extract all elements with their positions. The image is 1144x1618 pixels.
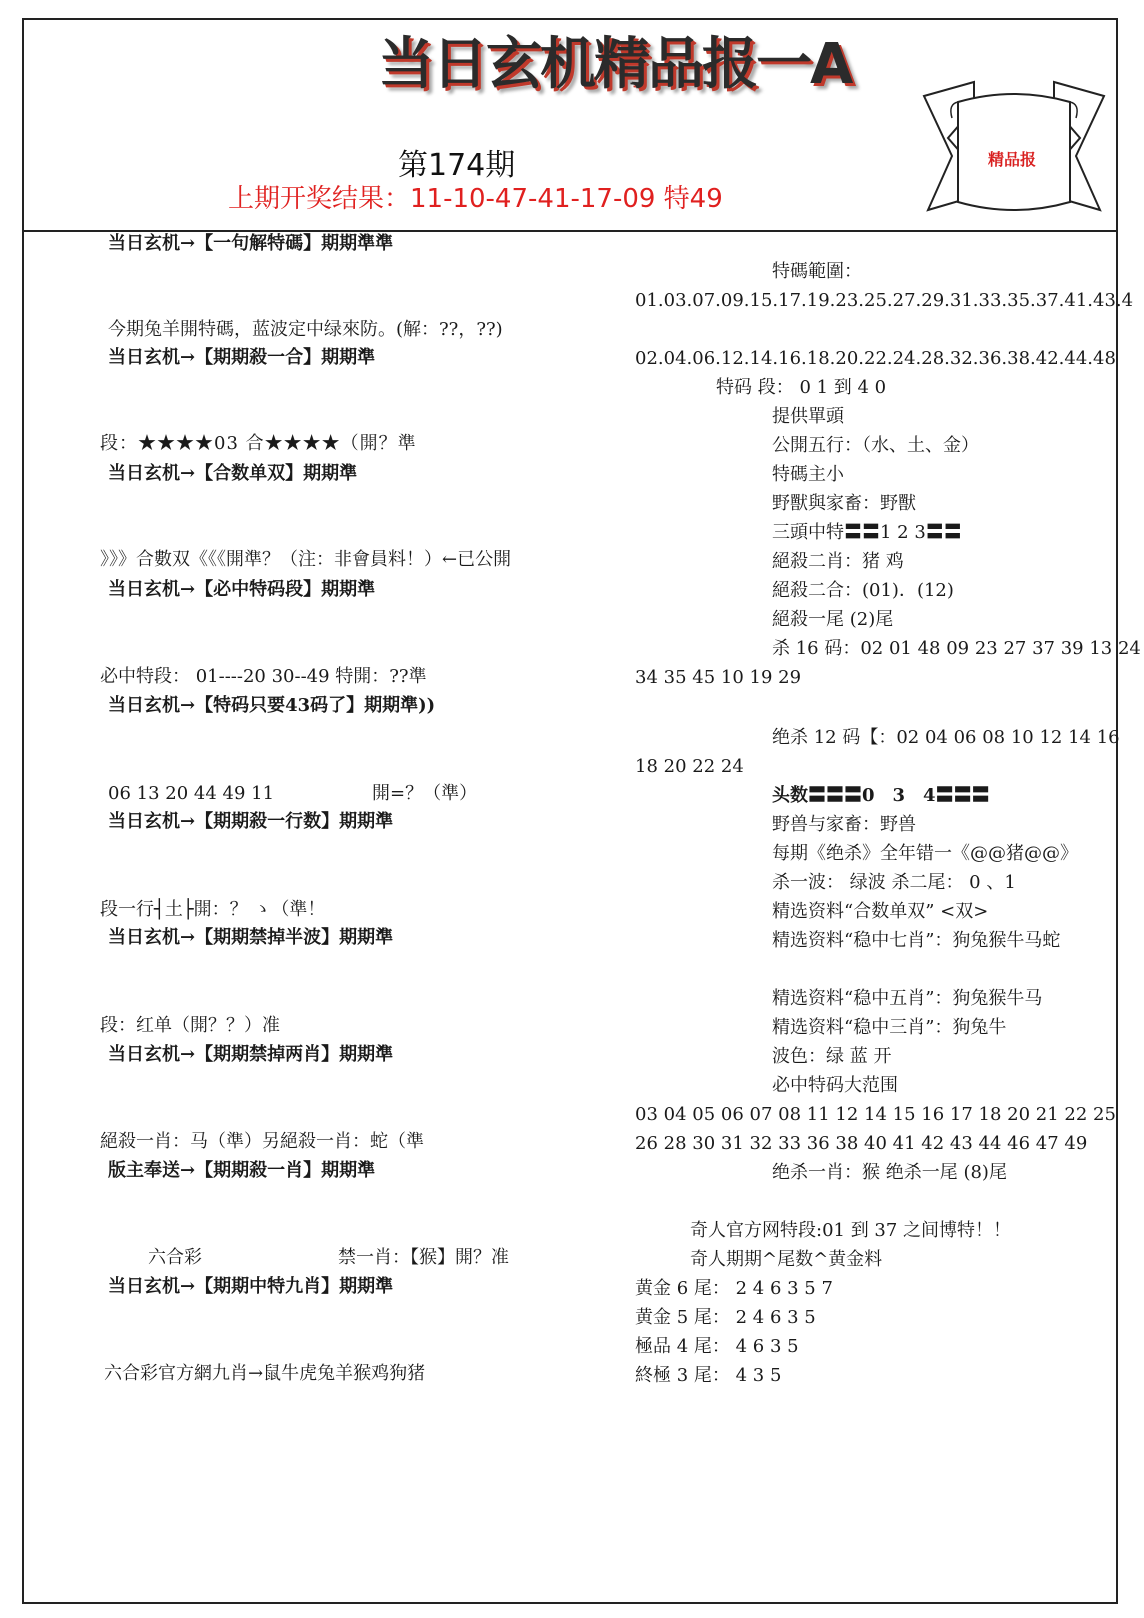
right-three-zodiac: 精选资料“稳中三肖”：狗兔牛 xyxy=(772,1017,1007,1038)
right-kill-two-zodiac: 絕殺二肖：猪 鸡 xyxy=(772,551,904,572)
right-big-range-1: 03 04 05 06 07 08 11 12 14 15 16 17 18 20 21 22 25 xyxy=(635,1104,1116,1125)
right-kill-wave: 杀一波： 绿波 杀二尾： 0 、1 xyxy=(772,872,1016,893)
right-kill-16-cont: 34 35 45 10 19 29 xyxy=(635,667,802,688)
left-heading-2: 当日玄机→【期期殺一合】期期準 xyxy=(108,347,376,368)
left-heading-4: 当日玄机→【必中特码段】期期準 xyxy=(108,579,376,600)
left-heading-10: 当日玄机→【期期中特九肖】期期準 xyxy=(108,1276,394,1297)
right-seven-zodiac: 精选资料“稳中七肖”：狗兔猴牛马蛇 xyxy=(772,930,1061,951)
last-draw-result: 上期开奖结果：11-10-47-41-17-09 特49 xyxy=(228,184,723,214)
left-text-4: 必中特段： 01----20 30--49 特開：??準 xyxy=(100,666,427,687)
right-gold-title: 奇人期期^尾数^黄金料 xyxy=(690,1249,883,1270)
left-heading-5: 当日玄机→【特码只要43码了】期期準)) xyxy=(108,695,436,716)
left-heading-3: 当日玄机→【合数单双】期期準 xyxy=(108,463,358,484)
right-kill-one-tail: 絕殺一尾 (2)尾 xyxy=(772,609,894,630)
left-heading-1: 当日玄机→【一句解特碼】期期準準 xyxy=(108,233,394,254)
right-three-heads: 三頭中特〓〓1 2 3〓〓 xyxy=(772,522,962,543)
left-text-10: 六合彩官方網九肖→鼠牛虎兔羊猴鸡狗猪 xyxy=(104,1363,426,1384)
left-text-7: 段：红单（開？？）准 xyxy=(100,1015,280,1036)
right-big-range-2: 26 28 30 31 32 33 36 38 40 41 42 43 44 46 47 49 xyxy=(635,1133,1088,1154)
masthead-title: 当日玄机精品报一A xyxy=(378,32,852,97)
left-text-5: 06 13 20 44 49 11 xyxy=(108,783,275,804)
left-text-3: 》》》合數双《《《開準？（注：非會員料！）←已公開 xyxy=(100,549,512,570)
right-wave-color: 波色：绿 蓝 开 xyxy=(772,1046,892,1067)
left-heading-6: 当日玄机→【期期殺一行数】期期準 xyxy=(108,811,394,832)
left-text-6: 段一行┤土├開：？ ゝ（準！ xyxy=(100,899,326,920)
right-five-elements: 公開五行：（水、土、金） xyxy=(772,435,979,456)
right-kill-zodiac-tail: 绝杀一肖：猴 绝杀一尾 (8)尾 xyxy=(772,1162,1007,1183)
left-text-9b: 禁一肖：【猴】開？准 xyxy=(338,1247,509,1268)
right-final-3: 終極 3 尾： 4 3 5 xyxy=(635,1365,782,1386)
right-gold-6: 黄金 6 尾： 2 4 6 3 5 7 xyxy=(635,1278,833,1299)
right-kill-12-cont: 18 20 22 24 xyxy=(635,756,744,777)
right-range-odd: 01.03.07.09.15.17.19.23.25.27.29.31.33.35.37.41.43.4 xyxy=(635,290,1134,311)
left-text-8: 絕殺一肖：马（準）另絕殺一肖：蛇（準 xyxy=(100,1131,424,1152)
left-text-2: 段：★★★★03 合★★★★（開？準 xyxy=(100,433,417,454)
left-text-5b: 開=？（準） xyxy=(372,783,478,804)
left-text-9a: 六合彩 xyxy=(148,1247,202,1268)
right-odd-even: 精选资料“合数单双” <双> xyxy=(772,901,989,922)
right-kill-two-sum: 絕殺二合：(01)．(12) xyxy=(772,580,954,601)
right-head-numbers: 头数〓〓〓0 3 4〓〓〓 xyxy=(772,785,990,806)
right-gold-5: 黄金 5 尾： 2 4 6 3 5 xyxy=(635,1307,816,1328)
issue-number: 第174期 xyxy=(398,148,516,183)
right-kill-12: 绝杀 12 码【：02 04 06 08 10 12 14 16 xyxy=(772,727,1120,748)
right-best-4: 極品 4 尾： 4 6 3 5 xyxy=(635,1336,799,1357)
right-segment-official: 奇人官方网特段:01 到 37 之间博特！！ xyxy=(690,1220,1012,1241)
right-yearly-kill: 每期《绝杀》全年错一《@@猪@@》 xyxy=(772,843,1078,864)
badge-label: 精品报 xyxy=(988,150,1037,169)
right-segment: 特码 段： 0 1 到 4 0 xyxy=(716,377,887,398)
right-main-small: 特碼主小 xyxy=(772,464,844,485)
left-heading-9: 版主奉送→【期期殺一肖】期期準 xyxy=(108,1160,376,1181)
right-range-label: 特碼範圍： xyxy=(772,261,862,282)
left-text-1: 今期兔羊開特碼，蓝波定中绿來防。(解：??，??) xyxy=(108,319,503,340)
right-wild-domestic: 野獸與家畜：野獸 xyxy=(772,493,916,514)
right-single-head: 提供單頭 xyxy=(772,406,844,427)
left-heading-8: 当日玄机→【期期禁掉两肖】期期準 xyxy=(108,1044,394,1065)
right-five-zodiac: 精选资料“稳中五肖”：狗兔猴牛马 xyxy=(772,988,1043,1009)
left-heading-7: 当日玄机→【期期禁掉半波】期期準 xyxy=(108,927,394,948)
right-kill-16: 杀 16 码：02 01 48 09 23 27 37 39 13 24 xyxy=(772,638,1141,659)
right-big-range-label: 必中特码大范围 xyxy=(772,1075,898,1096)
right-wild-domestic-2: 野兽与家畜：野兽 xyxy=(772,814,916,835)
right-range-even: 02.04.06.12.14.16.18.20.22.24.28.32.36.38.42.44.48 xyxy=(635,348,1116,369)
